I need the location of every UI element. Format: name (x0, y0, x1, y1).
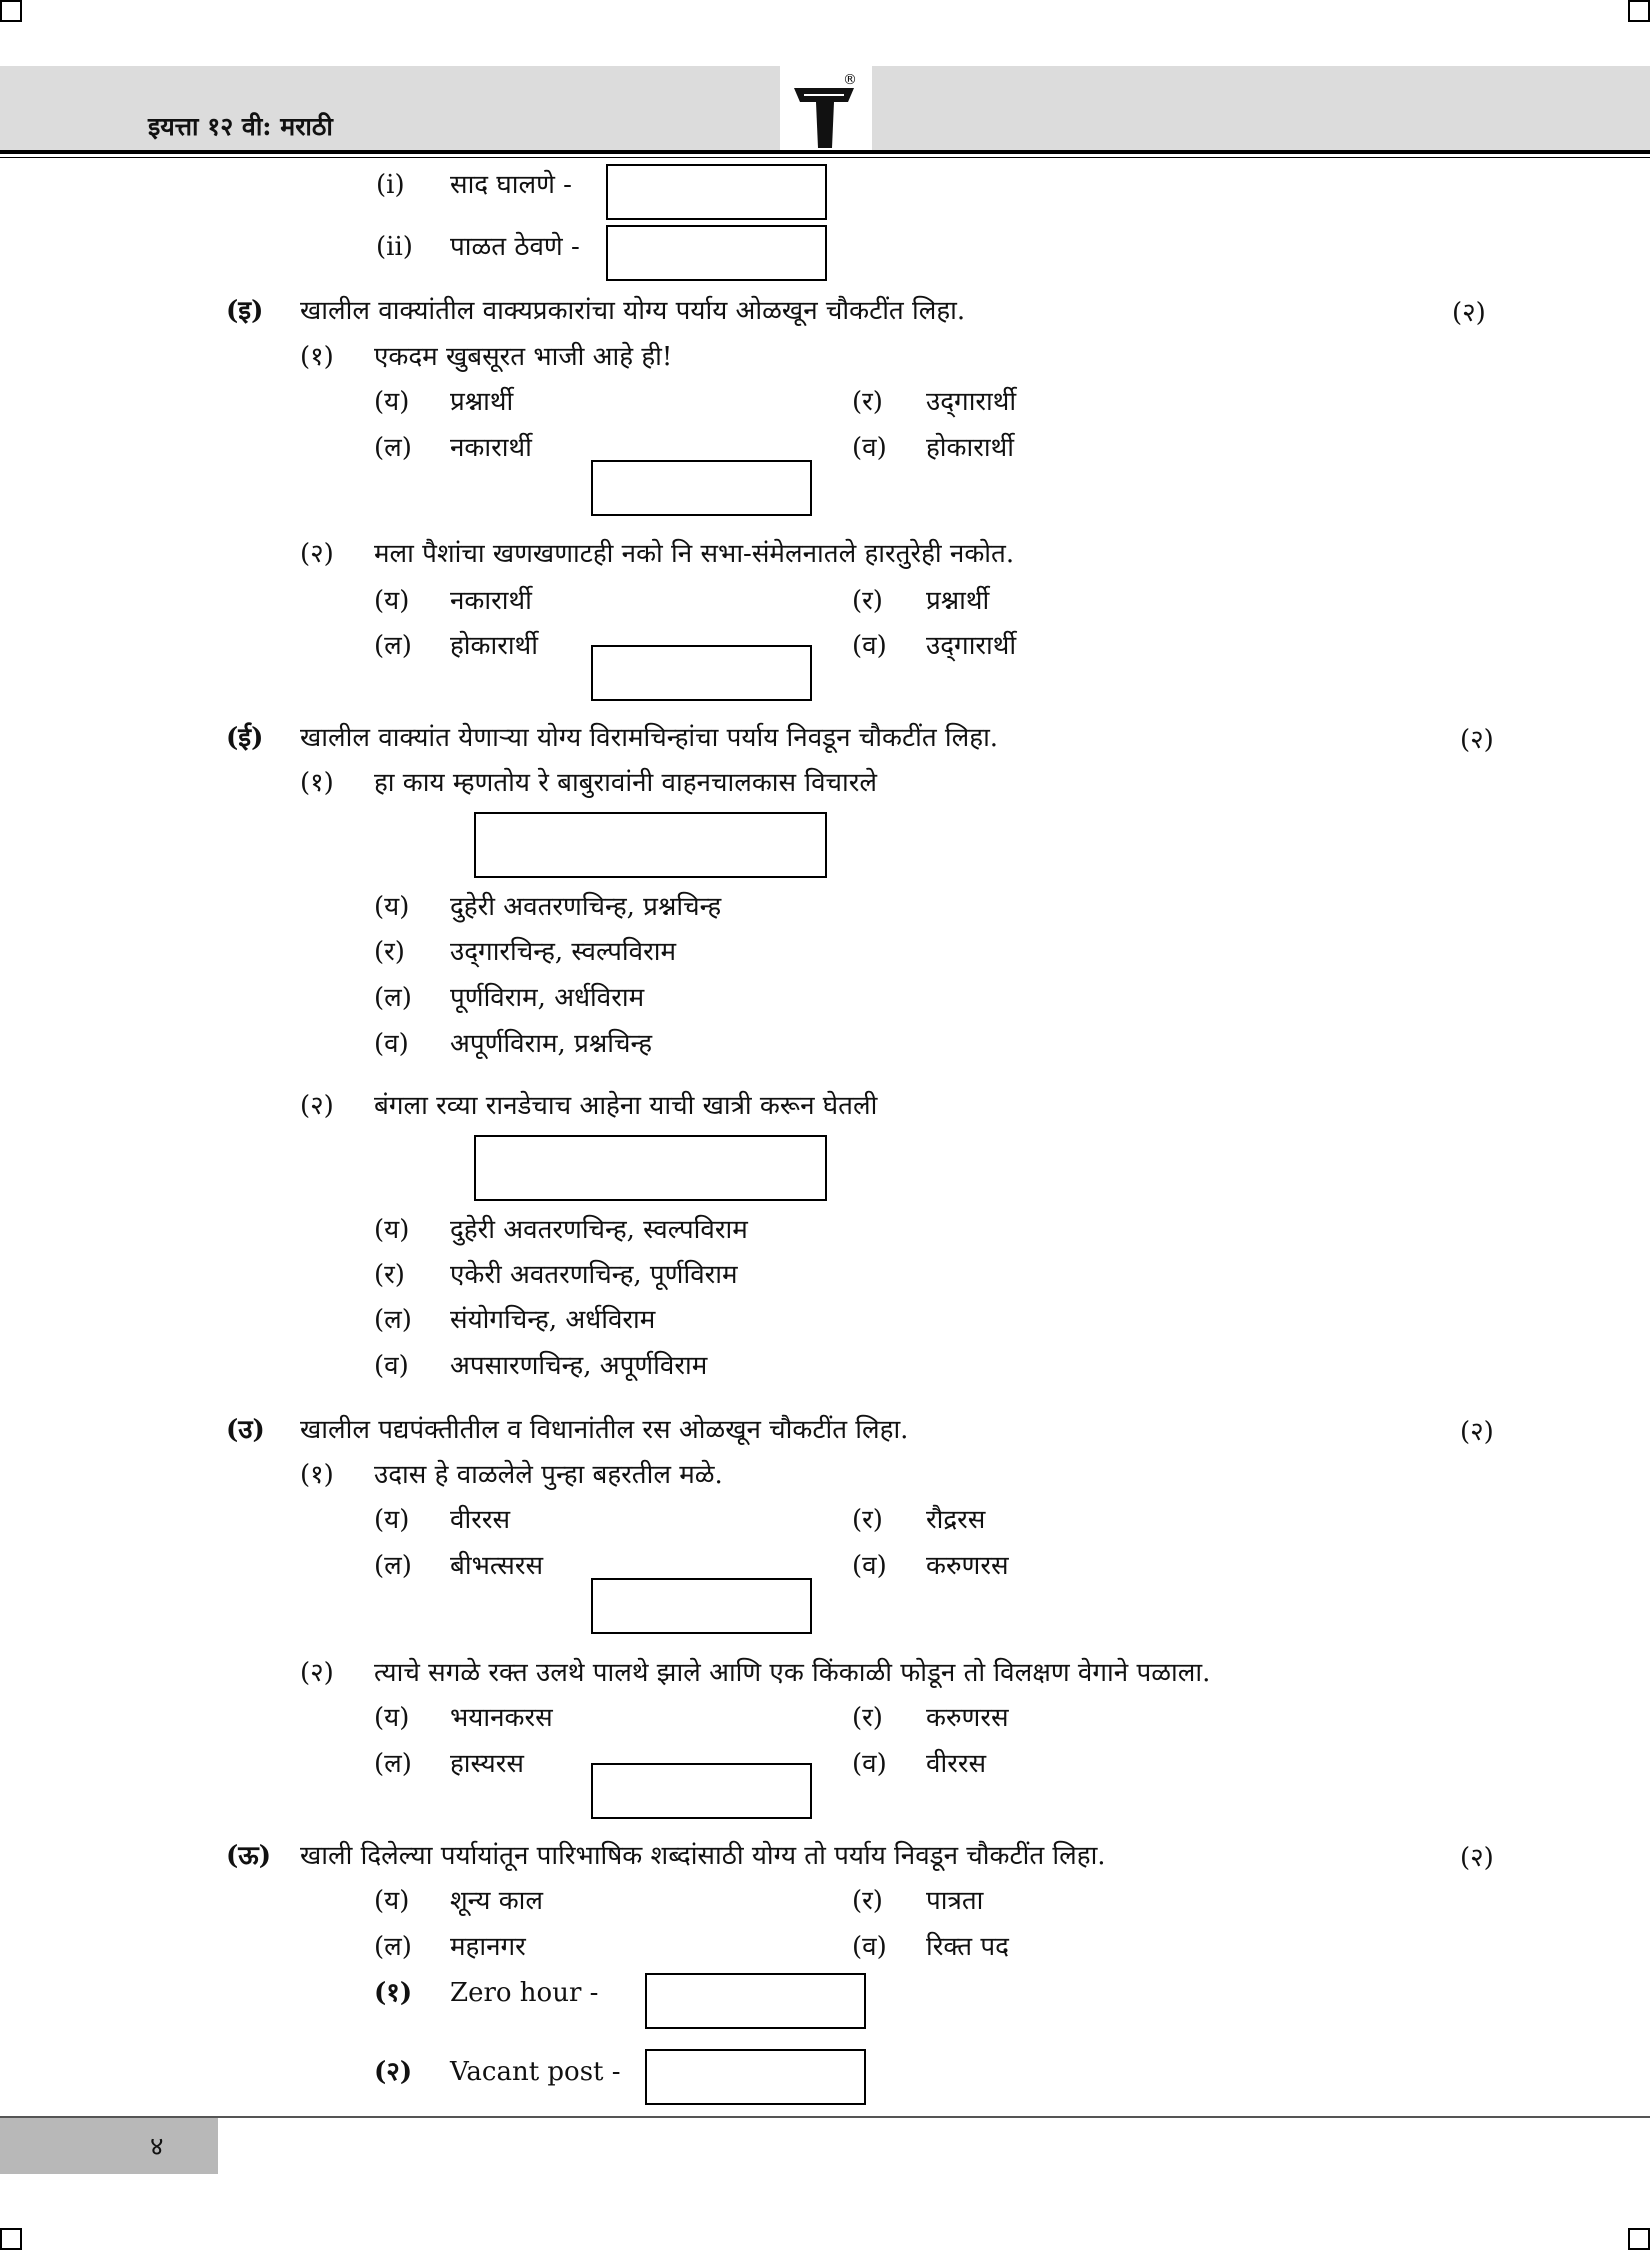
option-value: नकारार्थी (450, 433, 532, 463)
option-key: (र) (374, 1260, 405, 1290)
option-key: (व) (852, 1551, 887, 1581)
option-value: संयोगचिन्ह, अर्धविराम (450, 1305, 656, 1335)
answer-box[interactable] (645, 1973, 866, 2029)
answer-box[interactable] (591, 1578, 812, 1634)
sub-question-num: (१) (300, 342, 334, 372)
answer-box[interactable] (606, 225, 827, 281)
sub-question-text: त्याचे सगळे रक्त उलथे पालथे झाले आणि एक किंकाळी फोडून तो विलक्षण वेगाने पळाला. (374, 1658, 1211, 1688)
option-key: (ल) (374, 631, 412, 661)
question-text: खाली दिलेल्या पर्यायांतून पारिभाषिक शब्दांसाठी योग्य तो पर्याय निवडून चौकटींत लिहा. (300, 1841, 1106, 1871)
option-key: (ल) (374, 1305, 412, 1335)
option-key: (य) (374, 1703, 410, 1733)
term-text: Zero hour - (450, 1978, 599, 2008)
answer-box[interactable] (474, 812, 827, 878)
sub-question-text: मला पैशांचा खणखणाटही नको नि सभा-संमेलनातले हारतुरेही नकोत. (374, 539, 1015, 569)
option-key: (र) (374, 937, 405, 967)
option-value: होकारार्थी (926, 433, 1014, 463)
option-value: हास्यरस (450, 1749, 524, 1779)
term-num: (१) (374, 1978, 413, 2008)
crop-mark-top-right (1628, 0, 1650, 22)
option-key: (ल) (374, 1551, 412, 1581)
question-text: खालील वाक्यांतील वाक्यप्रकारांचा योग्य पर्याय ओळखून चौकटींत लिहा. (300, 296, 966, 326)
crop-mark-bottom-left (0, 2228, 22, 2250)
prev-item-num: (ii) (376, 232, 413, 262)
sub-question-text: बंगला रव्या रानडेचाच आहेना याची खात्री करून घेतली (374, 1091, 878, 1121)
option-value: होकारार्थी (450, 631, 538, 661)
option-value: महानगर (450, 1932, 526, 1962)
page-title: इयत्ता १२ वी: मराठी (148, 112, 333, 141)
sub-question-num: (१) (300, 768, 334, 798)
option-value: दुहेरी अवतरणचिन्ह, स्वल्पविराम (450, 1215, 748, 1245)
prev-item-num: (i) (376, 170, 405, 200)
option-key: (व) (852, 631, 887, 661)
sub-question-num: (२) (300, 539, 334, 569)
option-value: शून्य काल (450, 1886, 544, 1916)
option-value: पूर्णविराम, अर्धविराम (450, 983, 645, 1013)
option-value: अपूर्णविराम, प्रश्नचिन्ह (450, 1029, 653, 1059)
option-key: (ल) (374, 1749, 412, 1779)
answer-box[interactable] (645, 2049, 866, 2105)
publisher-logo-icon (790, 78, 862, 150)
sub-question-text: हा काय म्हणतोय रे बाबुरावांनी वाहनचालकास विचारले (374, 768, 878, 798)
option-value: प्रश्नार्थी (926, 586, 990, 616)
sub-question-num: (२) (300, 1091, 334, 1121)
question-marks: (२) (1452, 298, 1486, 328)
option-key: (य) (374, 387, 410, 417)
answer-box[interactable] (474, 1135, 827, 1201)
option-key: (र) (852, 1703, 883, 1733)
option-key: (य) (374, 1505, 410, 1535)
option-value: करुणरस (926, 1703, 1009, 1733)
sub-question-text: एकदम खुबसूरत भाजी आहे ही! (374, 342, 673, 372)
header-rule-thin (0, 157, 1650, 158)
option-value: प्रश्नार्थी (450, 387, 514, 417)
header-rule (0, 150, 1650, 154)
sub-question-text: उदास हे वाळलेले पुन्हा बहरतील मळे. (374, 1460, 723, 1490)
option-value: उद्‌गारार्थी (926, 387, 1017, 417)
option-key: (य) (374, 1215, 410, 1245)
option-value: रिक्त पद (926, 1932, 1009, 1962)
option-value: अपसारणचिन्ह, अपूर्णविराम (450, 1351, 708, 1381)
option-key: (र) (852, 1505, 883, 1535)
question-marks: (२) (1460, 1843, 1494, 1873)
option-key: (य) (374, 1886, 410, 1916)
option-value: वीररस (450, 1505, 511, 1535)
option-key: (र) (852, 387, 883, 417)
prev-item-text: पाळत ठेवणे - (450, 232, 580, 262)
question-marks: (२) (1460, 725, 1494, 755)
option-value: उद्‌गारचिन्ह, स्वल्पविराम (450, 937, 677, 967)
prev-item-text: साद घालणे - (450, 170, 572, 200)
answer-box[interactable] (591, 460, 812, 516)
header-band-left (0, 66, 780, 152)
question-text: खालील वाक्यांत येणाऱ्या योग्य विरामचिन्हांचा पर्याय निवडून चौकटींत लिहा. (300, 723, 999, 753)
page-number: ४ (150, 2132, 164, 2162)
option-value: बीभत्सरस (450, 1551, 544, 1581)
answer-box[interactable] (591, 645, 812, 701)
option-key: (व) (374, 1351, 409, 1381)
registered-mark: ® (843, 72, 857, 88)
option-value: भयानकरस (450, 1703, 553, 1733)
option-value: उद्‌गारार्थी (926, 631, 1017, 661)
sub-question-num: (१) (300, 1460, 334, 1490)
question-label: (इ) (226, 296, 264, 326)
term-num: (२) (374, 2057, 413, 2087)
answer-box[interactable] (591, 1763, 812, 1819)
question-text: खालील पद्यपंक्तीतील व विधानांतील रस ओळखून चौकटींत लिहा. (300, 1415, 909, 1445)
question-marks: (२) (1460, 1417, 1494, 1447)
option-key: (य) (374, 586, 410, 616)
term-text: Vacant post - (450, 2057, 621, 2087)
option-value: दुहेरी अवतरणचिन्ह, प्रश्नचिन्ह (450, 892, 722, 922)
header-band-right (872, 66, 1650, 152)
option-key: (य) (374, 892, 410, 922)
question-label: (ऊ) (226, 1841, 272, 1871)
footer-rule (0, 2116, 1650, 2118)
option-value: पात्रता (926, 1886, 984, 1916)
option-key: (व) (852, 1932, 887, 1962)
option-key: (व) (852, 433, 887, 463)
sub-question-num: (२) (300, 1658, 334, 1688)
option-key: (ल) (374, 983, 412, 1013)
option-key: (र) (852, 1886, 883, 1916)
crop-mark-top-left (0, 0, 22, 22)
option-value: एकेरी अवतरणचिन्ह, पूर्णविराम (450, 1260, 738, 1290)
footer-band (0, 2118, 218, 2174)
question-label: (उ) (226, 1415, 265, 1445)
option-value: नकारार्थी (450, 586, 532, 616)
option-key: (व) (374, 1029, 409, 1059)
option-value: करुणरस (926, 1551, 1009, 1581)
answer-box[interactable] (606, 164, 827, 220)
question-label: (ई) (226, 723, 264, 753)
crop-mark-bottom-right (1628, 2228, 1650, 2250)
option-key: (र) (852, 586, 883, 616)
option-value: वीररस (926, 1749, 987, 1779)
option-key: (व) (852, 1749, 887, 1779)
option-value: रौद्ररस (926, 1505, 986, 1535)
option-key: (ल) (374, 433, 412, 463)
option-key: (ल) (374, 1932, 412, 1962)
